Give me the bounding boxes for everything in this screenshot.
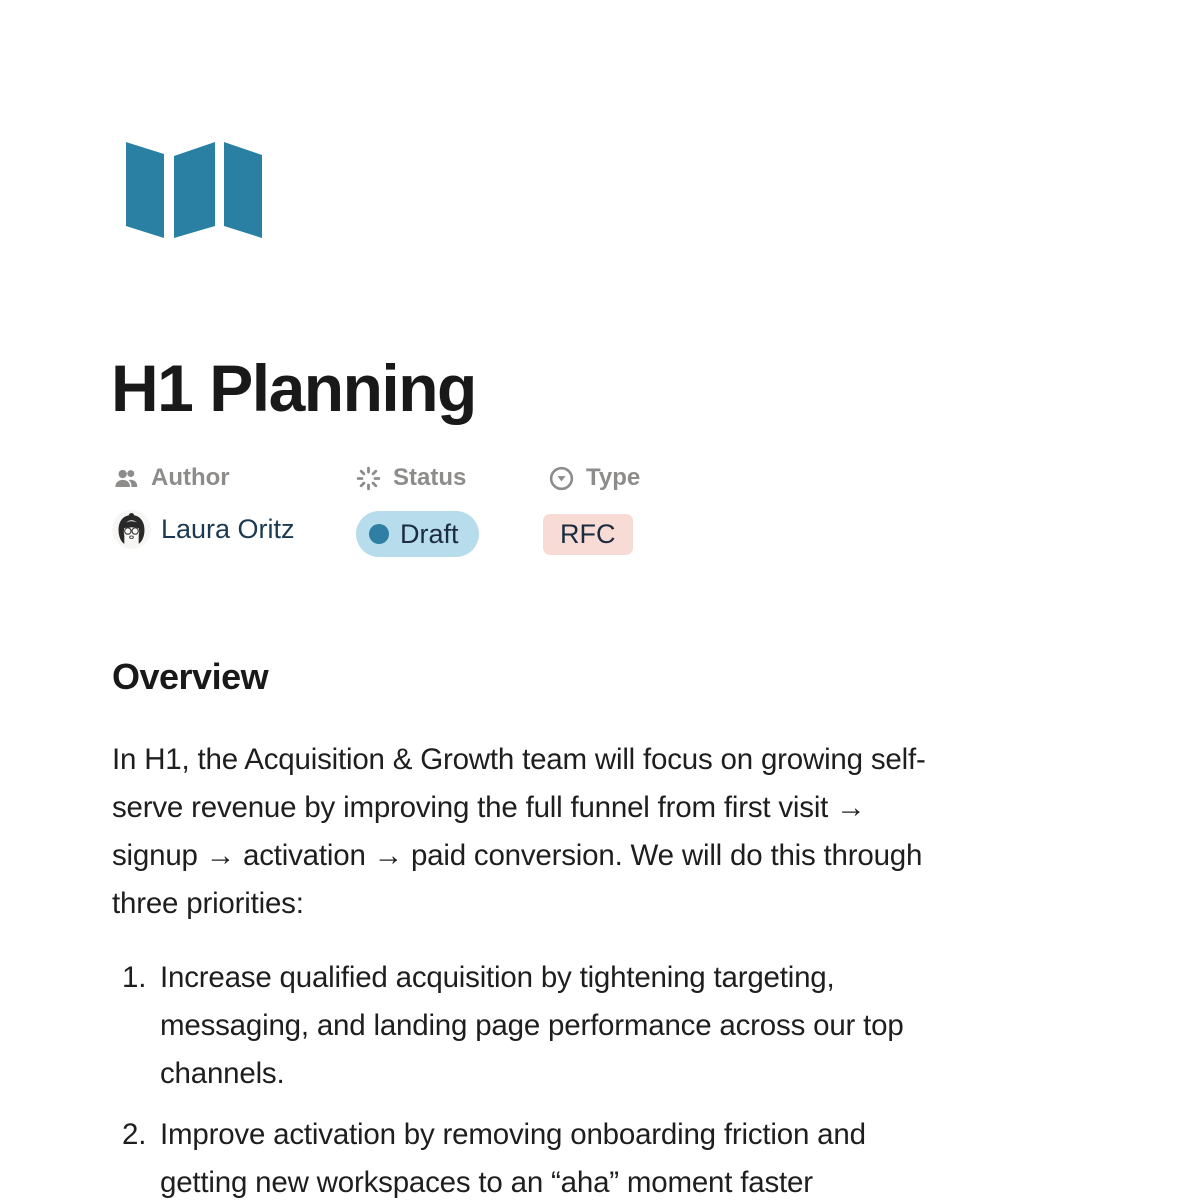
section-heading[interactable]: Overview xyxy=(112,656,269,697)
author-name: Laura Oritz xyxy=(161,514,295,544)
property-label-text: Status xyxy=(393,464,467,491)
paragraph-line: serve revenue by improving the full funnel from first visit → xyxy=(112,791,866,824)
list-line: Improve activation by removing onboarding friction and xyxy=(160,1118,866,1151)
overview-paragraph[interactable] xyxy=(112,736,926,928)
list-item-number: 2. xyxy=(122,1118,147,1151)
type-badge[interactable] xyxy=(543,514,633,555)
paragraph-line: three priorities: xyxy=(112,887,304,920)
page-icon-button[interactable] xyxy=(126,140,263,240)
status-badge[interactable] xyxy=(356,511,479,557)
author-value[interactable] xyxy=(112,510,295,549)
list-line: getting new workspaces to an “aha” moment faster xyxy=(160,1166,813,1199)
page-title[interactable]: H1 Planning xyxy=(111,351,476,425)
paragraph-line: In H1, the Acquisition & Growth team will focus on growing self- xyxy=(112,743,926,776)
list-item[interactable] xyxy=(112,954,904,1098)
property-label-author[interactable] xyxy=(113,464,230,492)
numbered-list xyxy=(112,954,904,1200)
list-line: Increase qualified acquisition by tightening targeting, xyxy=(160,961,835,994)
property-label-status[interactable] xyxy=(355,464,466,492)
paragraph-line: signup → activation → paid conversion. We will do this through xyxy=(112,839,923,872)
spinner-icon xyxy=(355,465,382,492)
property-label-text: Type xyxy=(586,464,641,491)
avatar xyxy=(112,510,151,549)
list-line: messaging, and landing page performance across our top xyxy=(160,1009,904,1042)
property-label-text: Author xyxy=(151,464,230,491)
list-line: channels. xyxy=(160,1057,285,1090)
map-icon xyxy=(126,140,263,240)
type-value: RFC xyxy=(560,519,616,549)
property-label-type[interactable] xyxy=(548,464,640,492)
list-item-text xyxy=(160,954,904,1098)
people-icon xyxy=(113,465,140,492)
list-item-number: 1. xyxy=(122,961,147,994)
select-icon xyxy=(548,465,575,492)
list-item-text xyxy=(160,1111,866,1200)
list-item[interactable] xyxy=(112,1111,904,1200)
status-dot-icon xyxy=(369,524,389,544)
status-value: Draft xyxy=(400,518,459,549)
